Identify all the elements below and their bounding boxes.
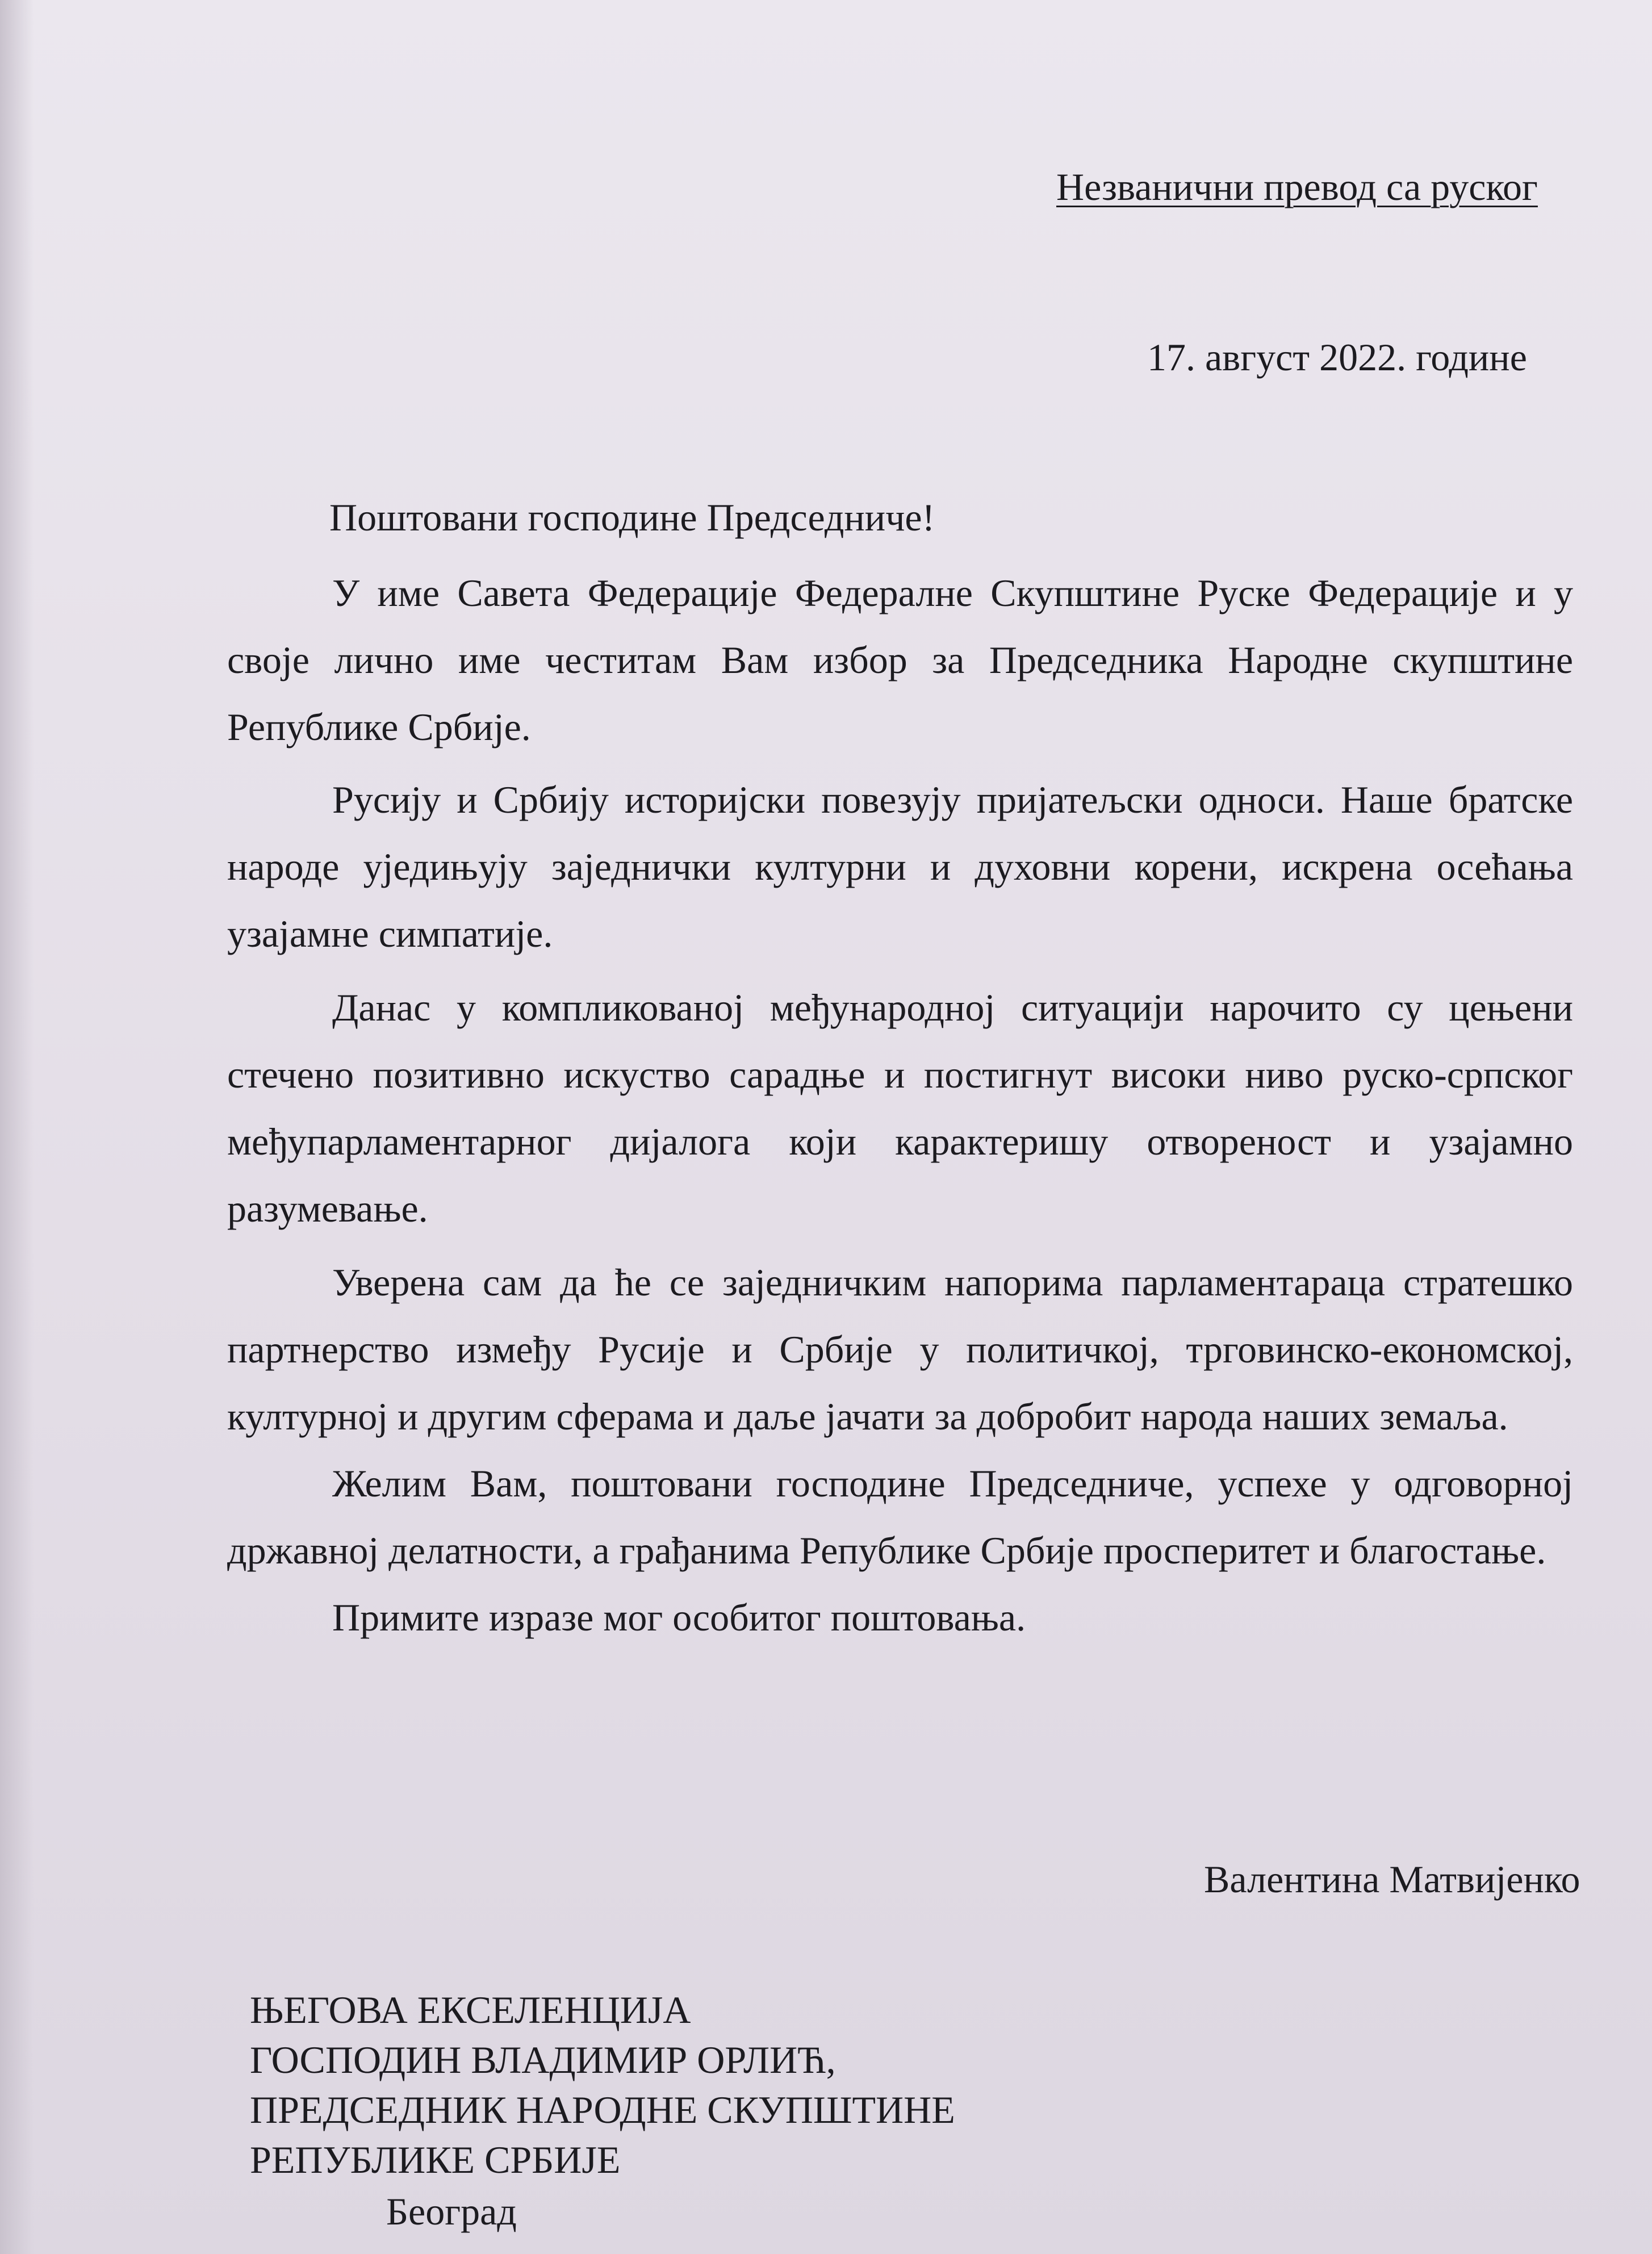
translation-note: Незванични превод са руског — [1056, 165, 1538, 208]
body-paragraph-1: У име Савета Федерације Федералне Скупштине Руске Федерације и у своје лично име честитам Вам избор за Председника Народне скупштине Републике Србије. — [227, 571, 1573, 748]
addressee-city: Београд — [386, 2190, 517, 2233]
letter-body — [227, 559, 1573, 1651]
body-paragraph-5: Желим Вам, поштовани господине Председниче, успехе у одговорној државној делатности, а грађанима Републике Србије просперитет и благостање. — [227, 1462, 1573, 1572]
body-paragraph-3: Данас у компликованој међународној ситуацији нарочито су цењени стечено позитивно искуство сарадње и постигнут високи ниво руско-српског међупарламентарног дијалога који карактеришу отвореност и узајамно разумевање. — [227, 986, 1573, 1230]
signature-name: Валентина Матвијенко — [1204, 1858, 1580, 1901]
letter-date: 17. август 2022. године — [1147, 336, 1527, 379]
addressee-line-1: ЊЕГОВА ЕКСЕЛЕНЦИЈА — [250, 1988, 691, 2031]
addressee-line-2: ГОСПОДИН ВЛАДИМИР ОРЛИЋ, — [250, 2038, 836, 2081]
body-paragraph-2: Русију и Србију историјски повезују пријатељски односи. Наше братске народе уједињују заједнички културни и духовни корени, искрена осећања узајамне симпатије. — [227, 778, 1573, 955]
salutation: Поштовани господине Председниче! — [329, 496, 935, 539]
page-edge-shadow — [0, 0, 34, 2254]
addressee-line-3: ПРЕДСЕДНИК НАРОДНЕ СКУПШТИНЕ — [250, 2088, 955, 2131]
body-paragraph-6: Примите изразе мог особитог поштовања. — [332, 1596, 1026, 1639]
body-paragraph-4: Уверена сам да ће се заједничким напорима парламентараца стратешко партнерство између Русије и Србије у политичкој, трговинско-економској, културној и другим сферама и даље јачати за добробит народа наших земаља. — [227, 1261, 1573, 1438]
addressee-block — [250, 1985, 955, 2185]
addressee-line-4: РЕПУБЛИКЕ СРБИЈЕ — [250, 2138, 621, 2181]
